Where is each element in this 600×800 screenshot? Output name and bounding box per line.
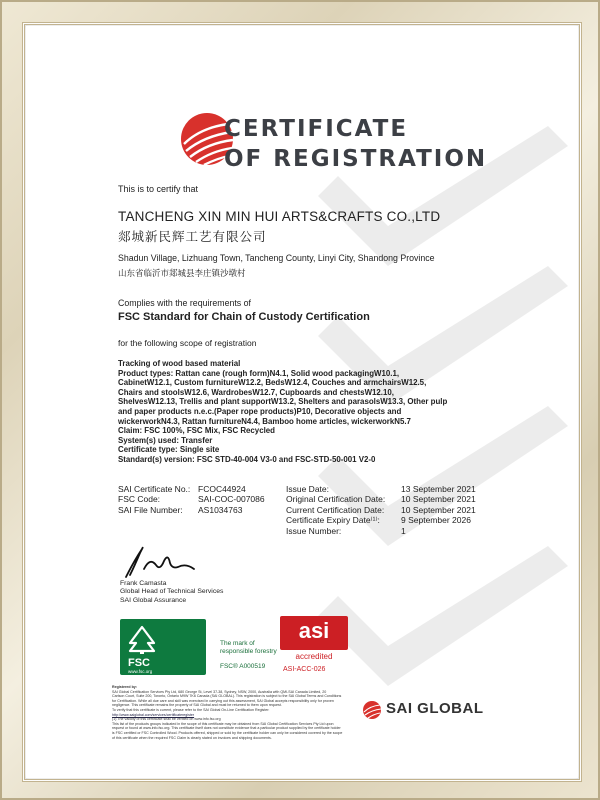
detail-value: 13 September 2021	[401, 484, 476, 494]
fine-print-line: is FSC certified or FSC Controlled Wood. Products offered, shipped or sold by the certificate holder can only be considered covered by the scope	[112, 730, 343, 735]
fsc-logo	[120, 619, 206, 675]
company-address-en: Shadun Village, Lizhuang Town, Tancheng County, Linyi City, Shandong Province	[118, 253, 435, 263]
sai-global-brand: SAI GLOBAL	[386, 700, 484, 717]
fine-print-line: Registered by:	[112, 685, 137, 689]
detail-value: SAI-COC-007086	[198, 494, 265, 505]
company-name-cn: 郯城新民辉工艺有限公司	[118, 230, 267, 244]
scope-block	[118, 359, 498, 465]
company-address-cn: 山东省临沂市郯城县李庄镇沙墩村	[118, 268, 246, 278]
details-left-values	[198, 484, 265, 515]
fine-print-line: of this certificate when the required FSC Claim is clearly stated on invoices and shipping documents.	[112, 735, 272, 740]
scope-line: ShelvesW12.13, Trellis and plant supportW13.2, Shelters and parasolsW13.3, Other pulp	[118, 397, 448, 407]
sai-global-footer-logo	[362, 698, 522, 722]
detail-label: FSC Code:	[118, 494, 161, 505]
complies-text: Complies with the requirements of	[118, 298, 251, 308]
certificate-title-line2: OF REGISTRATION	[224, 146, 488, 172]
detail-value: 9 September 2026	[401, 515, 471, 526]
certificate-title-line1: CERTIFICATE	[224, 116, 409, 142]
certify-text: This is to certify that	[118, 184, 199, 194]
detail-label: SAI File Number:	[118, 504, 183, 515]
details-right-labels	[286, 484, 385, 536]
fine-print-line: request or found at www.info.fsc.org. This certificate itself does not constitute evidence that a particular product supplied by the certificate holder	[112, 726, 341, 731]
fine-print-line: SAI Global Certification Services Pty Ltd, 680 George St, Level 37-38, Sydney, NSW, 2000, Australia with QMI-SAI Canada Limited, 20	[112, 689, 327, 694]
scope-line: Certificate type: Single site	[118, 445, 220, 455]
fine-print-line: negligence. This certificate remains the property of SAI Global and must be returned to them upon request.	[112, 703, 282, 708]
detail-value: 10 September 2021	[401, 504, 476, 515]
standard-title: FSC Standard for Chain of Custody Certification	[118, 311, 370, 323]
fine-print-line: This list of the products groups indicated in the scope of this certificate may be obtained from SAI Global Certification Services Pty Ltd upon	[112, 721, 334, 726]
asi-logo	[280, 616, 348, 664]
detail-label: Original Certification Date:	[286, 494, 386, 505]
certificate-paper	[26, 26, 578, 778]
fsc-logo-url: www.fsc.org	[128, 669, 153, 674]
scope-line: System(s) used: Transfer	[118, 435, 213, 445]
detail-label: Issue Number:	[286, 525, 342, 536]
signatory-name: Frank Camasta	[120, 580, 167, 587]
scope-line: wickerworkN4.3, Rattan furnitureN4.4, Bamboo home articles, wickerworkN5.7	[118, 416, 411, 426]
detail-label: Certificate Expiry Date⁽¹⁾:	[286, 515, 380, 526]
scope-line: Standard(s) version: FSC STD-40-004 V3-0 and FSC-STD-50-001 V2-0	[118, 454, 376, 464]
details-left-labels	[118, 484, 190, 515]
detail-label: Current Certification Date:	[286, 504, 385, 515]
fsc-license-code: FSC® A000519	[220, 663, 266, 670]
detail-value: 1	[401, 525, 406, 536]
detail-value: AS1034763	[198, 504, 243, 515]
fsc-logo-text: FSC	[128, 657, 150, 669]
signatory-block	[120, 580, 223, 605]
fsc-tagline-line2: responsible forestry	[220, 648, 277, 655]
detail-value: FCOC44924	[198, 484, 246, 494]
asi-accreditation-code: ASI-ACC-026	[283, 666, 326, 673]
scope-intro: for the following scope of registration	[118, 338, 257, 348]
fine-print-line: Carlson Court, Suite 200, Toronto, Ontario M9W 7K6 Canada (SAI GLOBAL). This registration is subject to the SAI Global Terms and Conditions	[112, 694, 342, 699]
fine-print-line: for Certification. While all due care and skill was exercised in carrying out this assessment, SAI Global accepts responsibility only for proven	[112, 698, 334, 703]
fsc-tagline-line1: The mark of	[220, 640, 255, 647]
fine-print-line: To verify that this certificate is current, please refer to the SAI Global On-Line Certification Register:	[112, 707, 270, 712]
details-right-values	[401, 484, 476, 536]
detail-label: SAI Certificate No.:	[118, 484, 191, 494]
fine-print-line[interactable]: http://www.saiglobal.com/services/certificateregister	[112, 712, 195, 717]
scope-line: CabinetW12.1, Custom furnitureW12.2, BedsW12.4, Couches and armchairsW12.5,	[118, 378, 427, 388]
detail-label: Issue Date:	[286, 484, 329, 494]
fsc-tagline	[220, 640, 277, 656]
signatory-org: SAI Global Assurance	[120, 596, 187, 604]
asi-accredited-text: accredited	[295, 652, 333, 661]
sai-global-globe-icon	[362, 700, 382, 720]
scope-line: and paper products n.e.c.(Paper rope products)P10, Decorative objects and	[118, 406, 402, 416]
scope-line: Tracking of wood based material	[118, 359, 241, 368]
scope-line: Claim: FSC 100%, FSC Mix, FSC Recycled	[118, 426, 275, 436]
fsc-tree-icon	[126, 625, 158, 655]
asi-logo-text: asi	[298, 618, 330, 643]
detail-value: 10 September 2021	[401, 494, 476, 505]
scope-line: Product types: Rattan cane (rough form)N4.1, Solid wood packagingW10.1,	[118, 368, 400, 378]
signature-icon	[120, 539, 210, 583]
signatory-title: Global Head of Technical Services	[120, 588, 224, 596]
company-name-en: TANCHENG XIN MIN HUI ARTS&CRAFTS CO.,LTD	[118, 209, 441, 224]
scope-line: Chairs and stoolsW12.6, WardrobesW12.7, Cupboards and chestsW12.10,	[118, 387, 394, 397]
fine-print-line: (1) The validity of this certificate shall be verified on www.info.fsc.org	[112, 717, 221, 722]
